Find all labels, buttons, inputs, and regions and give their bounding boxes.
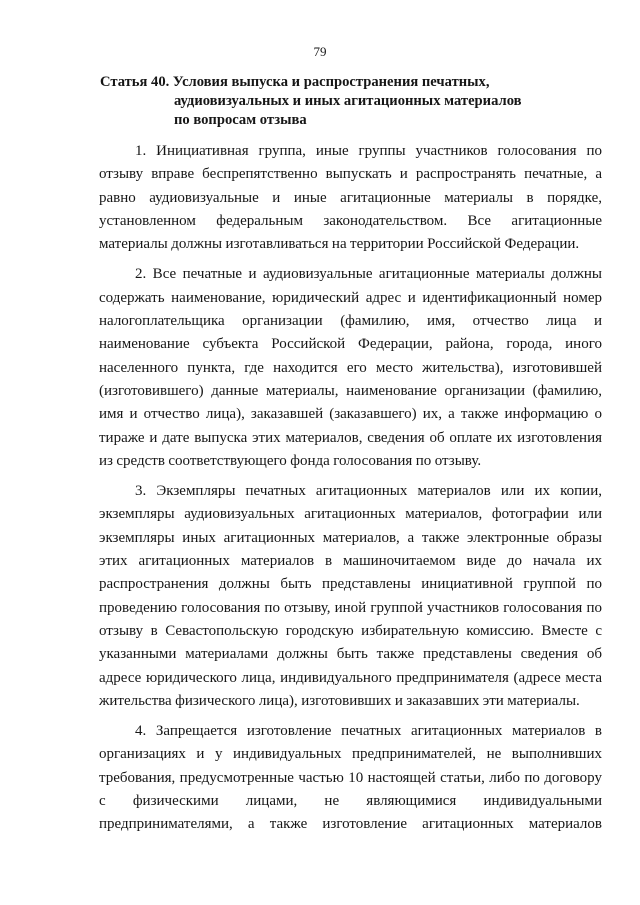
paragraph-2: 2. Все печатные и аудиовизуальные агитационные материалы должны содержать наименование, юридический адрес и идентификационный номер налогоплательщика организации (фамилию, имя, отчество лица и наименование субъекта Российской Федерации, района, города, иного населенного пункта, где находится его место жительства), изготовившей (изготовившего) данные материалы, наименование организации (фамилию, имя и отчество лица), заказавшей (заказавшего) их, а также информацию о тираже и дате выпуска этих материалов, сведения об оплате их изготовления из средств соответствующего фонда голосования по отзыву. bbox=[99, 266, 602, 469]
page-number: 79 bbox=[313, 44, 327, 59]
article-heading-line: Статья 40. Условия выпуска и распространения печатных, bbox=[100, 74, 490, 90]
paragraph-3: 3. Экземпляры печатных агитационных материалов или их копии, экземпляры аудиовизуальных агитационных материалов, фотографии или экземпляры иных агитационных материалов, а также электронные образы этих агитационных материалов в машиночитаемом виде до начала их распространения должны быть представлены инициативной группой по проведению голосования по отзыву, иной группой участников голосования по отзыву в Севастопольскую городскую избирательную комиссию. Вместе с указанными материалами должны быть также представлены сведения об адресе юридического лица, индивидуального предпринимателя (адресе места жительства физического лица), изготовивших и заказавших эти материалы. bbox=[99, 483, 602, 709]
article-heading-line: аудиовизуальных и иных агитационных материалов bbox=[174, 93, 522, 109]
paragraph-1: 1. Инициативная группа, иные группы участников голосования по отзыву вправе беспрепятственно выпускать и распространять печатные, а равно аудиовизуальные и иные агитационные материалы в порядке, установленном федеральным законодательством. Все агитационные материалы должны изготавливаться на территории Российской Федерации. bbox=[99, 143, 602, 253]
article-body bbox=[99, 140, 602, 844]
paragraph-4: 4. Запрещается изготовление печатных агитационных материалов в организациях и у индивидуальных предпринимателей, не выполнивших требования, предусмотренные частью 10 настоящей статьи, либо по договору с физическими лицами, не являющимися индивидуальными предпринимателями, а также изготовление агитационных материалов bbox=[99, 723, 602, 833]
article-heading-line: по вопросам отзыва bbox=[174, 112, 307, 128]
article-heading bbox=[100, 73, 600, 130]
